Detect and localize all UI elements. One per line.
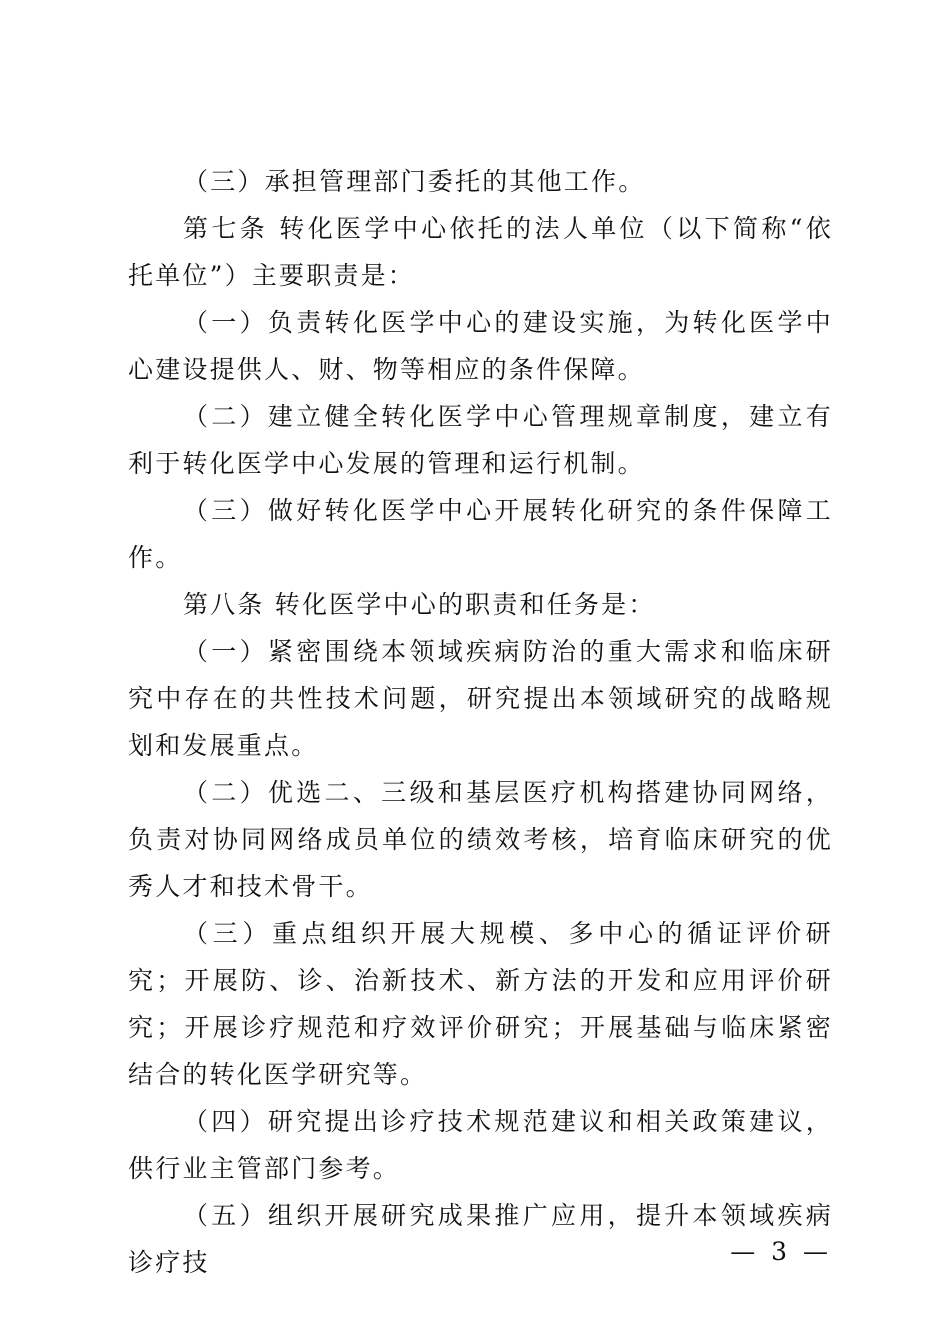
paragraph: （一）负责转化医学中心的建设实施，为转化医学中心建设提供人、财、物等相应的条件保障。 — [128, 308, 833, 384]
paragraph: （一）紧密围绕本领域疾病防治的重大需求和临床研究中存在的共性技术问题，研究提出本领域研究的战略规划和发展重点。 — [128, 637, 833, 760]
paragraph: 第八条 转化医学中心的职责和任务是： — [183, 590, 656, 619]
paragraph: （三）承担管理部门委托的其他工作。 — [183, 167, 646, 196]
paragraph: （三）做好转化医学中心开展转化研究的条件保障工作。 — [128, 496, 833, 572]
paragraph: （二）优选二、三级和基层医疗机构搭建协同网络，负责对协同网络成员单位的绩效考核，培育临床研究的优秀人才和技术骨干。 — [128, 778, 833, 901]
paragraph: 第七条 转化医学中心依托的法人单位（以下简称“依托单位”）主要职责是： — [128, 214, 833, 290]
paragraph: （三）重点组织开展大规模、多中心的循证评价研究；开展防、诊、治新技术、新方法的开发和应用评价研究；开展诊疗规范和疗效评价研究；开展基础与临床紧密结合的转化医学研究等。 — [128, 919, 833, 1089]
paragraph: （二）建立健全转化医学中心管理规章制度，建立有利于转化医学中心发展的管理和运行机制。 — [128, 402, 833, 478]
paragraph: （四）研究提出诊疗技术规范建议和相关政策建议，供行业主管部门参考。 — [128, 1107, 833, 1183]
paragraph: （五）组织开展研究成果推广应用，提升本领域疾病诊疗技 — [128, 1201, 833, 1277]
page-number: — 3 — — [730, 1237, 832, 1266]
document-body — [128, 158, 833, 1286]
